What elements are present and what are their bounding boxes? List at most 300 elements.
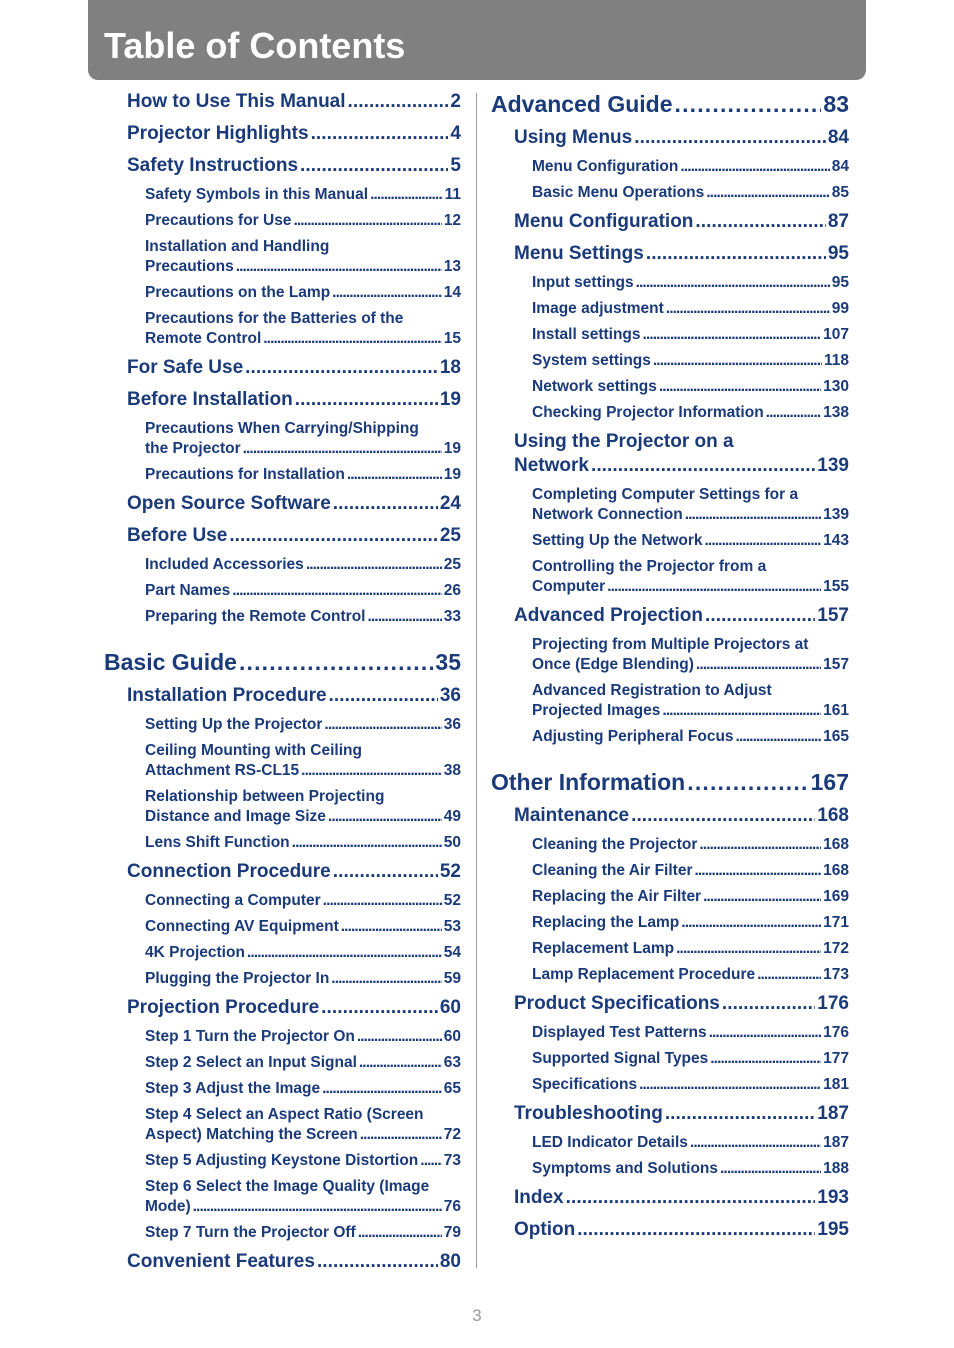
dot-leader xyxy=(357,1027,442,1047)
toc-entry[interactable] xyxy=(145,416,461,462)
toc-entry[interactable] xyxy=(145,1102,461,1148)
dot-leader xyxy=(566,1186,816,1210)
toc-entry-page-number: 18 xyxy=(439,357,461,378)
toc-entry[interactable] xyxy=(514,238,849,270)
toc-entry-page-number: 38 xyxy=(443,762,461,779)
toc-entry-page-number: 60 xyxy=(439,997,461,1018)
toc-entry[interactable] xyxy=(145,784,461,830)
toc-entry-title-line: Projecting from Multiple Projectors at xyxy=(532,636,809,653)
toc-entry-title-line: Controlling the Projector from a xyxy=(532,558,767,575)
toc-entry-page-number: 188 xyxy=(823,1160,849,1177)
toc-entry-page-number: 4 xyxy=(450,123,461,144)
toc-entry-title: Preparing the Remote Control xyxy=(145,608,366,625)
toc-entry[interactable] xyxy=(514,988,849,1020)
toc-entry[interactable] xyxy=(514,122,849,154)
toc-entry-title: Convenient Features xyxy=(127,1251,315,1272)
toc-entry-page-number: 165 xyxy=(823,728,849,745)
dot-leader xyxy=(317,1250,438,1274)
dot-leader xyxy=(232,581,441,601)
toc-entry-title: Step 5 Adjusting Keystone Distortion xyxy=(145,1152,419,1169)
dot-leader xyxy=(311,122,449,146)
toc-entry-title: LED Indicator Details xyxy=(532,1134,688,1151)
toc-entry-title: Installation Procedure xyxy=(127,685,327,706)
toc-entry-title-line: Ceiling Mounting with Ceiling xyxy=(145,742,362,759)
toc-entry-page-number: 168 xyxy=(823,836,849,853)
toc-entry-title-line: Installation and Handling xyxy=(145,238,330,255)
toc-column-left xyxy=(104,86,461,1278)
toc-entry[interactable] xyxy=(532,528,849,554)
dot-leader xyxy=(243,439,442,459)
dot-leader xyxy=(653,351,822,371)
toc-entry-title: Step 7 Turn the Projector Off xyxy=(145,1224,356,1241)
toc-entry-page-number: 79 xyxy=(443,1224,461,1241)
toc-entry[interactable] xyxy=(145,208,461,234)
toc-entry-title: Specifications xyxy=(532,1076,638,1093)
title-banner xyxy=(88,0,866,80)
toc-entry-title: Step 3 Adjust the Image xyxy=(145,1080,321,1097)
dot-leader xyxy=(359,1053,442,1073)
toc-entry-page-number: 143 xyxy=(823,532,849,549)
toc-entry-title: Projection Procedure xyxy=(127,997,320,1018)
toc-entry[interactable] xyxy=(532,884,849,910)
toc-entry-title: Menu Settings xyxy=(514,243,644,264)
dot-leader xyxy=(323,891,442,911)
toc-column-right xyxy=(491,86,849,1246)
toc-entry[interactable] xyxy=(532,1156,849,1182)
toc-entry-page-number: 52 xyxy=(443,892,461,909)
toc-entry[interactable] xyxy=(145,234,461,280)
toc-entry-page-number: 130 xyxy=(823,378,849,395)
dot-leader xyxy=(348,90,449,114)
toc-entry-page-number: 14 xyxy=(443,284,461,301)
dot-leader xyxy=(591,454,815,478)
toc-entry-title: Maintenance xyxy=(514,805,630,826)
toc-entry[interactable] xyxy=(104,644,461,680)
toc-entry[interactable] xyxy=(145,712,461,738)
toc-entry-page-number: 187 xyxy=(817,1103,849,1124)
toc-entry-title: Step 2 Select an Input Signal xyxy=(145,1054,357,1071)
toc-entry-title: Menu Configuration xyxy=(514,211,694,232)
toc-entry-page-number: 87 xyxy=(827,211,849,232)
toc-entry-title: Cleaning the Air Filter xyxy=(532,862,693,879)
dot-leader xyxy=(607,577,821,597)
toc-entry[interactable] xyxy=(532,1046,849,1072)
toc-entry-page-number: 52 xyxy=(439,861,461,882)
toc-entry[interactable] xyxy=(532,348,849,374)
toc-entry-title: Open Source Software xyxy=(127,493,331,514)
toc-entry[interactable] xyxy=(145,1174,461,1220)
toc-entry[interactable] xyxy=(514,1182,849,1214)
toc-entry-page-number: 19 xyxy=(443,440,461,457)
dot-leader xyxy=(358,1223,442,1243)
toc-entry[interactable] xyxy=(145,738,461,784)
toc-entry-page-number: 118 xyxy=(823,352,849,369)
toc-entry[interactable] xyxy=(145,966,461,992)
toc-entry-page-number: 95 xyxy=(831,274,849,291)
toc-entry-page-number: 12 xyxy=(443,212,461,229)
toc-entry[interactable] xyxy=(127,352,461,384)
toc-entry-title: Step 1 Turn the Projector On xyxy=(145,1028,355,1045)
dot-leader xyxy=(324,715,441,735)
toc-entry[interactable] xyxy=(491,86,849,122)
toc-entry[interactable] xyxy=(532,322,849,348)
toc-entry-title: System settings xyxy=(532,352,651,369)
toc-entry-page-number: 35 xyxy=(435,649,461,675)
dot-leader xyxy=(709,1023,822,1043)
toc-entry-title: Setting Up the Projector xyxy=(145,716,323,733)
toc-entry[interactable] xyxy=(145,1024,461,1050)
toc-entry-title: Advanced Guide xyxy=(491,91,673,117)
dot-leader xyxy=(332,283,442,303)
toc-entry[interactable] xyxy=(145,940,461,966)
toc-entry-page-number: 83 xyxy=(823,91,849,117)
dot-leader xyxy=(636,273,830,293)
dot-leader xyxy=(646,242,826,266)
toc-entry-page-number: 95 xyxy=(827,243,849,264)
toc-entry[interactable] xyxy=(532,678,849,724)
toc-entry-page-number: 177 xyxy=(823,1050,849,1067)
toc-entry-title: Menu Configuration xyxy=(532,158,679,175)
dot-leader xyxy=(681,913,821,933)
dot-leader xyxy=(333,860,438,884)
dot-leader xyxy=(676,939,821,959)
toc-entry-title: 4K Projection xyxy=(145,944,245,961)
toc-entry-title: the Projector xyxy=(145,440,241,457)
dot-leader xyxy=(706,183,829,203)
toc-entry-page-number: 155 xyxy=(823,578,849,595)
toc-entry-title-line: Precautions for the Batteries of the xyxy=(145,310,404,327)
toc-entry-title-line: Relationship between Projecting xyxy=(145,788,385,805)
toc-entry-title: Troubleshooting xyxy=(514,1103,663,1124)
toc-entry-title: Plugging the Projector In xyxy=(145,970,330,987)
toc-entry-title: Basic Guide xyxy=(104,649,237,675)
toc-entry-title: Attachment RS-CL15 xyxy=(145,762,300,779)
dot-leader xyxy=(236,257,442,277)
toc-entry-title: How to Use This Manual xyxy=(127,91,346,112)
dot-leader xyxy=(293,211,441,231)
toc-entry-page-number: 11 xyxy=(444,186,461,203)
toc-entry-title-line: Advanced Registration to Adjust xyxy=(532,682,772,699)
toc-entry-title: Projector Highlights xyxy=(127,123,309,144)
toc-entry[interactable] xyxy=(127,520,461,552)
toc-entry-title-line: Step 4 Select an Aspect Ratio (Screen xyxy=(145,1106,424,1123)
toc-entry-page-number: 176 xyxy=(823,1024,849,1041)
toc-entry[interactable] xyxy=(532,632,849,678)
toc-entry-title: Setting Up the Network xyxy=(532,532,703,549)
toc-entry-title: Connecting AV Equipment xyxy=(145,918,339,935)
toc-entry-title: Included Accessories xyxy=(145,556,304,573)
toc-entry-page-number: 73 xyxy=(443,1152,461,1169)
toc-entry-page-number: 76 xyxy=(443,1198,461,1215)
toc-entry[interactable] xyxy=(127,992,461,1024)
toc-entry-page-number: 168 xyxy=(823,862,849,879)
toc-entry-title: Network settings xyxy=(532,378,657,395)
toc-entry[interactable] xyxy=(145,830,461,856)
toc-entry[interactable] xyxy=(532,296,849,322)
dot-leader xyxy=(666,299,830,319)
toc-entry-page-number: 63 xyxy=(443,1054,461,1071)
toc-entry-title: Mode) xyxy=(145,1198,191,1215)
dot-leader xyxy=(674,90,821,118)
dot-leader xyxy=(322,1079,442,1099)
toc-entry[interactable] xyxy=(514,800,849,832)
toc-entry[interactable] xyxy=(532,724,849,750)
toc-entry-title: Aspect) Matching the Screen xyxy=(145,1126,358,1143)
dot-leader xyxy=(659,377,821,397)
dot-leader xyxy=(665,1102,815,1126)
dot-leader xyxy=(292,833,442,853)
toc-entry[interactable] xyxy=(145,888,461,914)
toc-entry-page-number: 65 xyxy=(443,1080,461,1097)
toc-entry[interactable] xyxy=(514,600,849,632)
toc-entry[interactable] xyxy=(127,118,461,150)
toc-entry-page-number: 72 xyxy=(443,1126,461,1143)
toc-entry-page-number: 36 xyxy=(443,716,461,733)
dot-leader xyxy=(710,1049,821,1069)
dot-leader xyxy=(295,388,438,412)
toc-entry[interactable] xyxy=(532,554,849,600)
dot-leader xyxy=(321,996,438,1020)
toc-entry[interactable] xyxy=(145,1050,461,1076)
page-number: 3 xyxy=(472,1306,482,1325)
dot-leader xyxy=(631,804,815,828)
toc-entry-page-number: 25 xyxy=(443,556,461,573)
toc-entry[interactable] xyxy=(532,400,849,426)
toc-entry-title: Symptoms and Solutions xyxy=(532,1160,719,1177)
toc-entry[interactable] xyxy=(532,1130,849,1156)
toc-entry-title: Using Menus xyxy=(514,127,633,148)
dot-leader xyxy=(193,1197,442,1217)
dot-leader xyxy=(687,768,808,796)
toc-entry[interactable] xyxy=(532,910,849,936)
toc-entry-page-number: 168 xyxy=(817,805,849,826)
toc-entry-title: Network xyxy=(514,455,589,476)
toc-entry-page-number: 139 xyxy=(817,455,849,476)
toc-entry-page-number: 187 xyxy=(823,1134,849,1151)
dot-leader xyxy=(333,492,438,516)
toc-entry-page-number: 2 xyxy=(450,91,461,112)
dot-leader xyxy=(306,555,442,575)
toc-entry[interactable] xyxy=(145,914,461,940)
toc-entry-title: Replacing the Lamp xyxy=(532,914,680,931)
dot-leader xyxy=(766,403,821,423)
toc-entry-title: Lamp Replacement Procedure xyxy=(532,966,756,983)
toc-entry-page-number: 195 xyxy=(817,1219,849,1240)
toc-entry-page-number: 157 xyxy=(817,605,849,626)
toc-entry[interactable] xyxy=(145,1076,461,1102)
toc-entry[interactable] xyxy=(145,306,461,352)
dot-leader xyxy=(720,1159,821,1179)
toc-entry[interactable] xyxy=(145,1220,461,1246)
dot-leader xyxy=(690,1133,821,1153)
toc-entry[interactable] xyxy=(532,1020,849,1046)
toc-entry-page-number: 49 xyxy=(443,808,461,825)
toc-entry-title: Displayed Test Patterns xyxy=(532,1024,707,1041)
toc-entry[interactable] xyxy=(532,154,849,180)
toc-entry-title: Basic Menu Operations xyxy=(532,184,705,201)
toc-entry-title: Precautions xyxy=(145,258,234,275)
toc-entry-title: Supported Signal Types xyxy=(532,1050,709,1067)
toc-entry[interactable] xyxy=(145,1148,461,1174)
toc-entry-title: Before Use xyxy=(127,525,228,546)
toc-entry[interactable] xyxy=(145,462,461,488)
toc-entry-page-number: 26 xyxy=(443,582,461,599)
toc-entry-page-number: 181 xyxy=(823,1076,849,1093)
toc-entry-title: Remote Control xyxy=(145,330,262,347)
dot-leader xyxy=(247,943,442,963)
toc-entry-title: Option xyxy=(514,1219,576,1240)
toc-entry[interactable] xyxy=(532,374,849,400)
toc-entry[interactable] xyxy=(145,552,461,578)
toc-entry-title: Input settings xyxy=(532,274,634,291)
toc-entry-page-number: 24 xyxy=(439,493,461,514)
toc-entry-page-number: 84 xyxy=(831,158,849,175)
column-divider xyxy=(476,93,477,1268)
dot-leader xyxy=(301,761,442,781)
toc-entry-page-number: 59 xyxy=(443,970,461,987)
toc-entry-title: Image adjustment xyxy=(532,300,664,317)
toc-entry[interactable] xyxy=(145,280,461,306)
toc-entry-page-number: 19 xyxy=(443,466,461,483)
toc-entry-title: Safety Instructions xyxy=(127,155,299,176)
dot-leader xyxy=(360,1125,442,1145)
dot-leader xyxy=(370,185,443,205)
toc-entry-title: Once (Edge Blending) xyxy=(532,656,694,673)
toc-entry-title: Connection Procedure xyxy=(127,861,331,882)
toc-entry[interactable] xyxy=(145,578,461,604)
toc-entry-page-number: 50 xyxy=(443,834,461,851)
toc-entry-page-number: 107 xyxy=(823,326,849,343)
dot-leader xyxy=(341,917,442,937)
dot-leader xyxy=(757,965,821,985)
toc-entry[interactable] xyxy=(127,150,461,182)
toc-entry-page-number: 193 xyxy=(817,1187,849,1208)
toc-entry-page-number: 25 xyxy=(439,525,461,546)
toc-entry-page-number: 138 xyxy=(823,404,849,421)
dot-leader xyxy=(263,329,442,349)
toc-entry[interactable] xyxy=(532,936,849,962)
dot-leader xyxy=(634,126,826,150)
toc-entry[interactable] xyxy=(491,764,849,800)
toc-entry-page-number: 84 xyxy=(827,127,849,148)
dot-leader xyxy=(705,604,815,628)
toc-entry[interactable] xyxy=(127,86,461,118)
toc-entry-page-number: 169 xyxy=(823,888,849,905)
toc-entry-title: Replacing the Air Filter xyxy=(532,888,702,905)
toc-entry[interactable] xyxy=(127,1246,461,1278)
dot-leader xyxy=(245,356,438,380)
toc-entry[interactable] xyxy=(514,1214,849,1246)
toc-entry-page-number: 99 xyxy=(831,300,849,317)
dot-leader xyxy=(695,210,825,234)
dot-leader xyxy=(685,505,821,525)
dot-leader xyxy=(694,861,821,881)
toc-entry-page-number: 13 xyxy=(443,258,461,275)
dot-leader xyxy=(328,807,442,827)
toc-entry-title-line: Step 6 Select the Image Quality (Image xyxy=(145,1178,430,1195)
dot-leader xyxy=(703,887,821,907)
toc-entry-title: Precautions for Installation xyxy=(145,466,345,483)
toc-entry[interactable] xyxy=(532,270,849,296)
toc-entry-title: Adjusting Peripheral Focus xyxy=(532,728,734,745)
toc-entry-title: Replacement Lamp xyxy=(532,940,675,957)
toc-entry-page-number: 80 xyxy=(439,1251,461,1272)
dot-leader xyxy=(639,1075,821,1095)
toc-entry-page-number: 167 xyxy=(810,769,849,795)
toc-entry[interactable] xyxy=(127,680,461,712)
toc-entry[interactable] xyxy=(127,488,461,520)
dot-leader xyxy=(577,1218,815,1242)
toc-entry[interactable] xyxy=(532,962,849,988)
dot-leader xyxy=(329,684,438,708)
toc-entry-page-number: 85 xyxy=(831,184,849,201)
toc-entry-page-number: 173 xyxy=(823,966,849,983)
toc-entry-title: Part Names xyxy=(145,582,231,599)
toc-entry-title: Product Specifications xyxy=(514,993,720,1014)
toc-entry[interactable] xyxy=(532,180,849,206)
toc-entry[interactable] xyxy=(145,604,461,630)
toc-entry-title: Index xyxy=(514,1187,564,1208)
toc-entry-page-number: 139 xyxy=(823,506,849,523)
toc-entry-page-number: 176 xyxy=(817,993,849,1014)
dot-leader xyxy=(699,835,821,855)
toc-entry-page-number: 33 xyxy=(443,608,461,625)
dot-leader xyxy=(239,648,433,676)
toc-entry[interactable] xyxy=(532,1072,849,1098)
dot-leader xyxy=(736,727,822,747)
toc-entry[interactable] xyxy=(532,858,849,884)
dot-leader xyxy=(662,701,821,721)
toc-entry-title-line: Completing Computer Settings for a xyxy=(532,486,799,503)
dot-leader xyxy=(331,969,441,989)
toc-entry-title: Computer xyxy=(532,578,606,595)
dot-leader xyxy=(705,531,822,551)
dot-leader xyxy=(300,154,448,178)
dot-leader xyxy=(420,1151,441,1171)
toc-entry-page-number: 36 xyxy=(439,685,461,706)
toc-entry-title: Safety Symbols in this Manual xyxy=(145,186,369,203)
toc-entry[interactable] xyxy=(127,856,461,888)
toc-entry-page-number: 53 xyxy=(443,918,461,935)
dot-leader xyxy=(680,157,829,177)
toc-entry-title: Checking Projector Information xyxy=(532,404,764,421)
page-title: Table of Contents xyxy=(104,25,406,66)
toc-entry-title: Lens Shift Function xyxy=(145,834,290,851)
toc-entry-page-number: 157 xyxy=(823,656,849,673)
toc-entry-title: Advanced Projection xyxy=(514,605,703,626)
toc-entry[interactable] xyxy=(532,832,849,858)
toc-entry-title: Network Connection xyxy=(532,506,683,523)
dot-leader xyxy=(367,607,441,627)
toc-entry-title: Other Information xyxy=(491,769,686,795)
toc-entry-page-number: 60 xyxy=(443,1028,461,1045)
toc-entry-title-line: Precautions When Carrying/Shipping xyxy=(145,420,419,437)
toc-entry-title: Projected Images xyxy=(532,702,661,719)
toc-entry-title: Precautions for Use xyxy=(145,212,292,229)
dot-leader xyxy=(229,524,438,548)
toc-entry-title: For Safe Use xyxy=(127,357,244,378)
dot-leader xyxy=(696,655,821,675)
dot-leader xyxy=(347,465,442,485)
toc-entry[interactable] xyxy=(127,384,461,416)
toc-entry[interactable] xyxy=(514,1098,849,1130)
toc-entry[interactable] xyxy=(514,426,849,482)
toc-entry-page-number: 5 xyxy=(450,155,461,176)
toc-entry[interactable] xyxy=(532,482,849,528)
toc-entry[interactable] xyxy=(514,206,849,238)
toc-entry-title: Connecting a Computer xyxy=(145,892,321,909)
toc-entry[interactable] xyxy=(145,182,461,208)
